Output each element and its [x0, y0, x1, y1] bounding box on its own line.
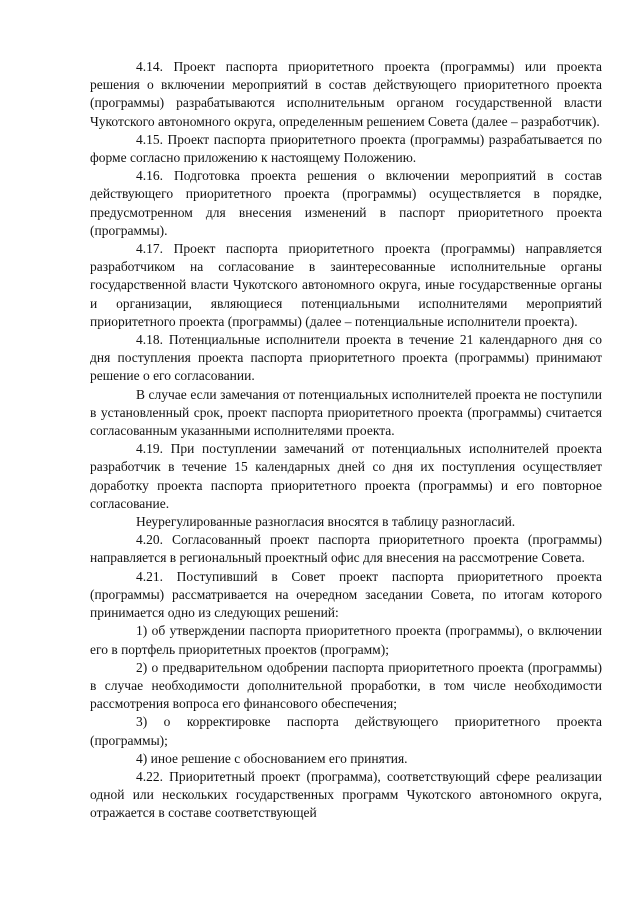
paragraph-4-18: 4.18. Потенциальные исполнители проекта в течение 21 календарного дня со дня поступления проекта паспорта приоритетного проекта (программы) принимают решение о его согласовании. — [90, 332, 602, 384]
paragraph-4-16: 4.16. Подготовка проекта решения о включении мероприятий в состав действующего приоритетного проекта (программы) осуществляется в порядке, предусмотренном для внесения изменений в паспорт приоритетного проекта (программы). — [90, 168, 602, 238]
paragraph-4-21-item-4: 4) иное решение с обоснованием его принятия. — [136, 750, 408, 766]
paragraph-4-21-item-2: 2) о предварительном одобрении паспорта приоритетного проекта (программы) в случае необходимости дополнительной проработки, в том числе необходимости рассмотрения вопроса его финансового обеспечения; — [90, 659, 602, 712]
paragraph-4-15: 4.15. Проект паспорта приоритетного проекта (программы) разрабатывается по форме согласно приложению к настоящему Положению. — [90, 131, 602, 166]
paragraph-4-17: 4.17. Проект паспорта приоритетного проекта (программы) направляется разработчиком на согласование в заинтересованные исполнительные органы государственной власти Чукотского автономного округа, иные государственные органы и организации, являющиеся потенциальными исполнителями мероприятий приоритетного проекта (программы) (далее – потенциальные исполнители проекта). — [90, 241, 602, 329]
paragraph-4-20: 4.20. Согласованный проект паспорта приоритетного проекта (программы) направляется в региональный проектный офис для внесения на рассмотрение Совета. — [90, 532, 602, 566]
paragraph-4-22: 4.22. Приоритетный проект (программа), соответствующий сфере реализации одной или нескольких государственных программ Чукотского автономного округа, отражается в составе соответствующей — [90, 768, 602, 821]
paragraph-4-21-item-1: 1) об утверждении паспорта приоритетного проекта (программы), о включении его в портфель приоритетных проектов (программ); — [90, 623, 602, 657]
paragraph-4-18-remarks: В случае если замечания от потенциальных исполнителей проекта не поступили в установленный срок, проект паспорта приоритетного проекта (программы) считается согласованным указанными исполнителями проекта. — [90, 386, 602, 439]
paragraph-4-21: 4.21. Поступивший в Совет проект паспорта приоритетного проекта (программы) рассматривается на очередном заседании Совета, по итогам которого принимается одно из следующих решений: — [90, 568, 602, 621]
paragraph-4-14: 4.14. Проект паспорта приоритетного проекта (программы) или проекта решения о включении мероприятий в состав действующего приоритетного проекта (программы) разрабатываются исполнительным органом государственной власти Чукотского автономного округа, определенным решением Совета (далее – разработчик). — [90, 59, 602, 129]
paragraph-4-19-disagreements: Неурегулированные разногласия вносятся в таблицу разногласий. — [136, 514, 516, 530]
paragraph-4-21-item-3: 3) о корректировке паспорта действующего приоритетного проекта (программы); — [90, 714, 602, 748]
document-page — [90, 58, 602, 823]
paragraph-4-19: 4.19. При поступлении замечаний от потенциальных исполнителей проекта разработчик в течение 15 календарных дней со дня их поступления осуществляет доработку проекта паспорта приоритетного проекта (программы) и его повторное согласование. — [90, 441, 602, 511]
